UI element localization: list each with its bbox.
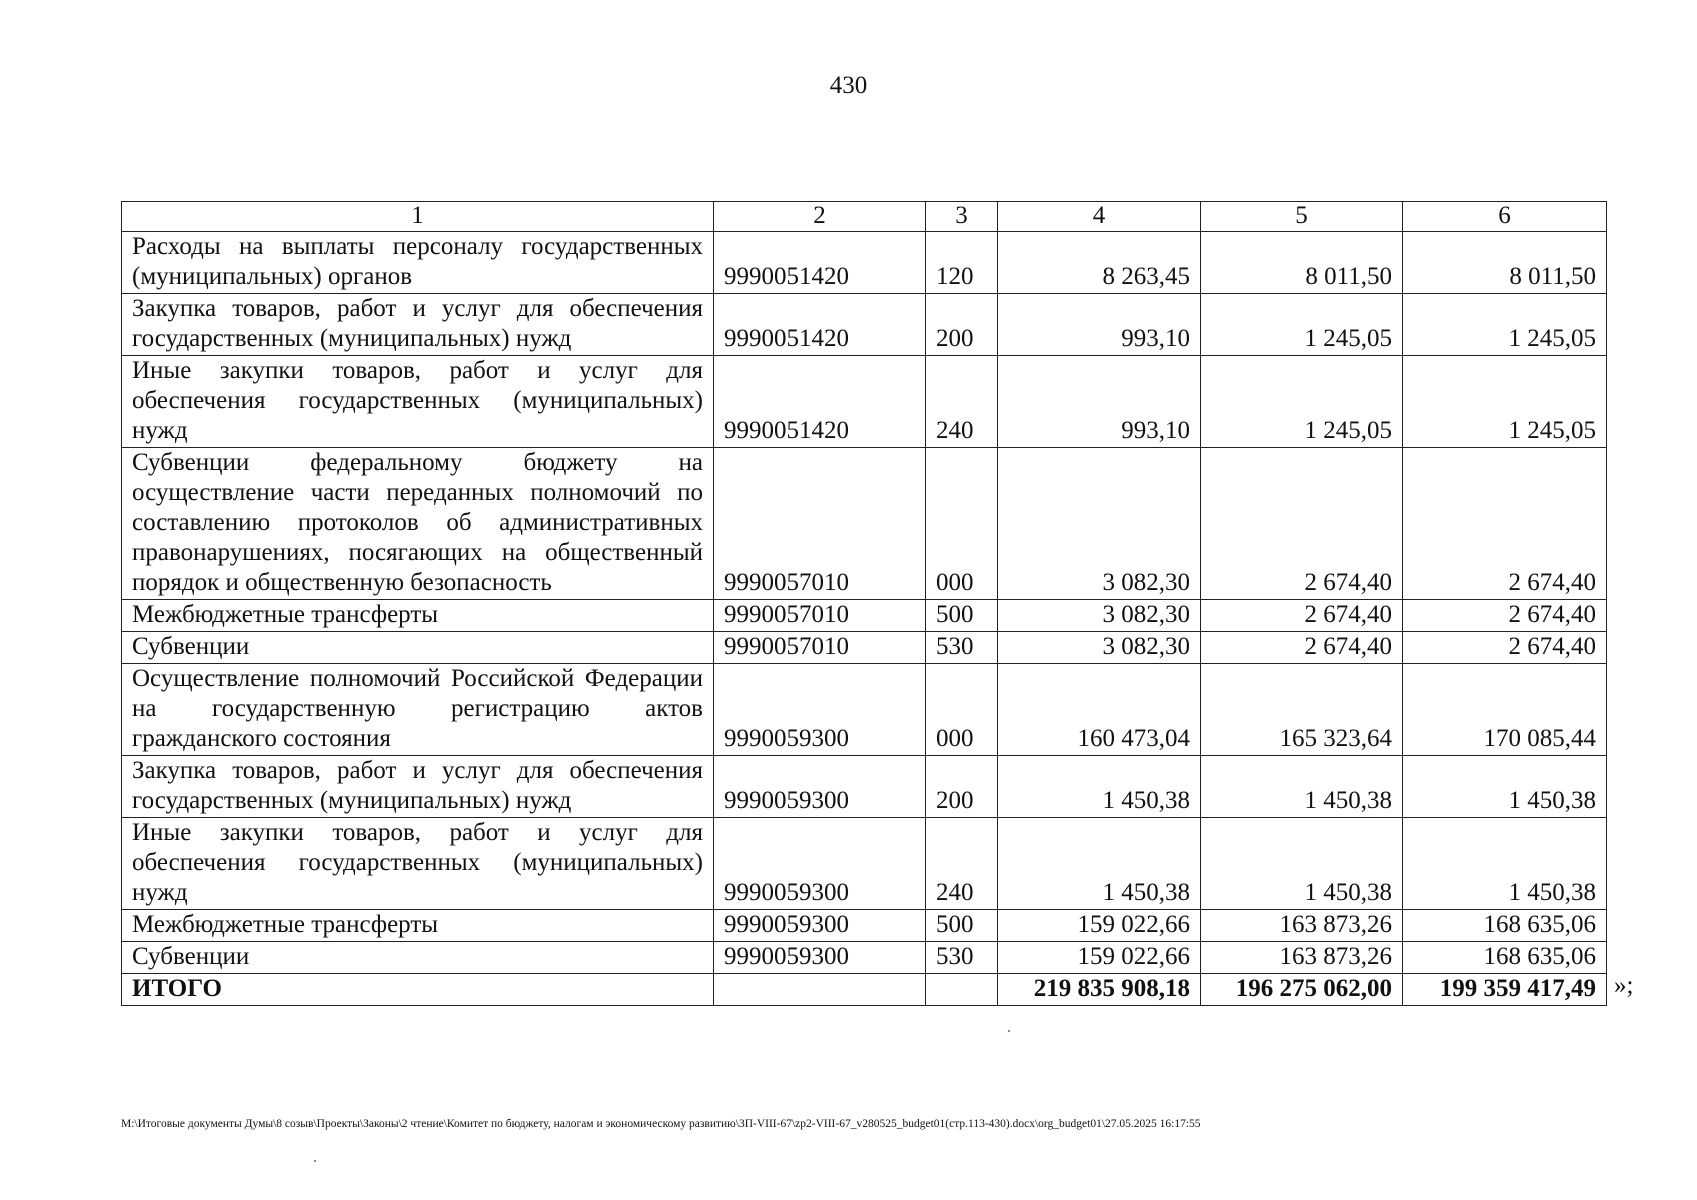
row-value-1: 993,10 [998, 356, 1201, 448]
row-target-code: 9990057010 [714, 600, 926, 632]
row-description: Закупка товаров, работ и услуг для обеспечения государственных (муниципальных) нужд [122, 294, 714, 356]
row-value-3: 1 245,05 [1403, 294, 1607, 356]
row-description: Расходы на выплаты персоналу государственных (муниципальных) органов [122, 232, 714, 294]
row-description: Субвенции федеральному бюджету на осуществление части переданных полномочий по составлению протоколов об административных правонарушениях, посягающих на общественный порядок и общественную безопасность [122, 448, 714, 600]
row-value-1: 3 082,30 [998, 600, 1201, 632]
header-cell: 6 [1403, 202, 1607, 232]
row-value-3: 1 450,38 [1403, 756, 1607, 818]
row-value-3: 2 674,40 [1403, 632, 1607, 664]
row-value-3: 170 085,44 [1403, 664, 1607, 756]
header-cell: 4 [998, 202, 1201, 232]
table-row [122, 818, 1607, 910]
header-cell: 3 [926, 202, 998, 232]
row-value-1: 1 450,38 [998, 818, 1201, 910]
row-target-code: 9990051420 [714, 294, 926, 356]
row-target-code: 9990059300 [714, 942, 926, 974]
total-value-2: 196 275 062,00 [1201, 974, 1403, 1006]
row-expense-type: 200 [926, 756, 998, 818]
scan-speck [1008, 1030, 1010, 1032]
row-expense-type: 530 [926, 942, 998, 974]
table-row [122, 232, 1607, 294]
row-value-2: 2 674,40 [1201, 448, 1403, 600]
row-value-1: 1 450,38 [998, 756, 1201, 818]
table-row [122, 600, 1607, 632]
table-row [122, 756, 1607, 818]
row-value-2: 1 450,38 [1201, 818, 1403, 910]
row-description: Осуществление полномочий Российской Федерации на государственную регистрацию актов гражданского состояния [122, 664, 714, 756]
row-value-2: 1 245,05 [1201, 356, 1403, 448]
row-expense-type: 200 [926, 294, 998, 356]
row-value-1: 8 263,45 [998, 232, 1201, 294]
row-value-3: 8 011,50 [1403, 232, 1607, 294]
table-row [122, 664, 1607, 756]
total-label: ИТОГО [122, 974, 714, 1006]
row-description: Иные закупки товаров, работ и услуг для обеспечения государственных (муниципальных) нужд [122, 356, 714, 448]
row-expense-type: 000 [926, 664, 998, 756]
table-row [122, 910, 1607, 942]
header-cell: 5 [1201, 202, 1403, 232]
file-path-footer: M:\Итоговые документы Думы\8 созыв\Проекты\Законы\2 чтение\Комитет по бюджету, налогам и экономическому развитию\3П-VIII-67\zp2-VIII-67_v280525_budget01(стр.113-430).docx\org_budget01\27.05.2025 16:17:55 [121, 1118, 1201, 1130]
table-body [122, 232, 1607, 974]
row-value-1: 993,10 [998, 294, 1201, 356]
row-value-2: 163 873,26 [1201, 910, 1403, 942]
table-row [122, 942, 1607, 974]
header-cell: 1 [122, 202, 714, 232]
row-value-1: 3 082,30 [998, 632, 1201, 664]
table-row [122, 356, 1607, 448]
total-value-3: 199 359 417,49 [1403, 974, 1607, 1006]
table-row [122, 294, 1607, 356]
table-row [122, 632, 1607, 664]
total-empty-cell [714, 974, 926, 1006]
row-expense-type: 000 [926, 448, 998, 600]
row-value-2: 1 450,38 [1201, 756, 1403, 818]
row-value-3: 168 635,06 [1403, 910, 1607, 942]
budget-table [121, 201, 1607, 1006]
total-empty-cell [926, 974, 998, 1006]
row-expense-type: 240 [926, 818, 998, 910]
row-expense-type: 120 [926, 232, 998, 294]
row-expense-type: 500 [926, 600, 998, 632]
header-cell: 2 [714, 202, 926, 232]
total-value-1: 219 835 908,18 [998, 974, 1201, 1006]
row-value-3: 1 450,38 [1403, 818, 1607, 910]
closing-quote-mark: »; [1614, 972, 1634, 999]
row-description: Иные закупки товаров, работ и услуг для обеспечения государственных (муниципальных) нужд [122, 818, 714, 910]
row-value-3: 1 245,05 [1403, 356, 1607, 448]
row-target-code: 9990059300 [714, 664, 926, 756]
row-value-3: 2 674,40 [1403, 448, 1607, 600]
row-value-2: 1 245,05 [1201, 294, 1403, 356]
row-target-code: 9990059300 [714, 818, 926, 910]
scan-speck [314, 1160, 316, 1162]
row-target-code: 9990059300 [714, 756, 926, 818]
row-target-code: 9990057010 [714, 448, 926, 600]
total-row [122, 974, 1607, 1006]
row-value-2: 8 011,50 [1201, 232, 1403, 294]
row-value-1: 160 473,04 [998, 664, 1201, 756]
row-expense-type: 530 [926, 632, 998, 664]
row-target-code: 9990051420 [714, 356, 926, 448]
row-value-2: 2 674,40 [1201, 600, 1403, 632]
header-row [122, 202, 1607, 232]
row-expense-type: 500 [926, 910, 998, 942]
row-value-2: 2 674,40 [1201, 632, 1403, 664]
row-value-1: 159 022,66 [998, 910, 1201, 942]
row-value-3: 2 674,40 [1403, 600, 1607, 632]
row-value-1: 3 082,30 [998, 448, 1201, 600]
row-description: Межбюджетные трансферты [122, 910, 714, 942]
row-description: Межбюджетные трансферты [122, 600, 714, 632]
row-value-2: 165 323,64 [1201, 664, 1403, 756]
row-target-code: 9990051420 [714, 232, 926, 294]
page-number: 430 [829, 72, 868, 99]
table-row [122, 448, 1607, 600]
row-value-3: 168 635,06 [1403, 942, 1607, 974]
row-value-2: 163 873,26 [1201, 942, 1403, 974]
row-description: Закупка товаров, работ и услуг для обеспечения государственных (муниципальных) нужд [122, 756, 714, 818]
row-target-code: 9990057010 [714, 632, 926, 664]
row-target-code: 9990059300 [714, 910, 926, 942]
row-description: Субвенции [122, 632, 714, 664]
row-description: Субвенции [122, 942, 714, 974]
row-value-1: 159 022,66 [998, 942, 1201, 974]
row-expense-type: 240 [926, 356, 998, 448]
